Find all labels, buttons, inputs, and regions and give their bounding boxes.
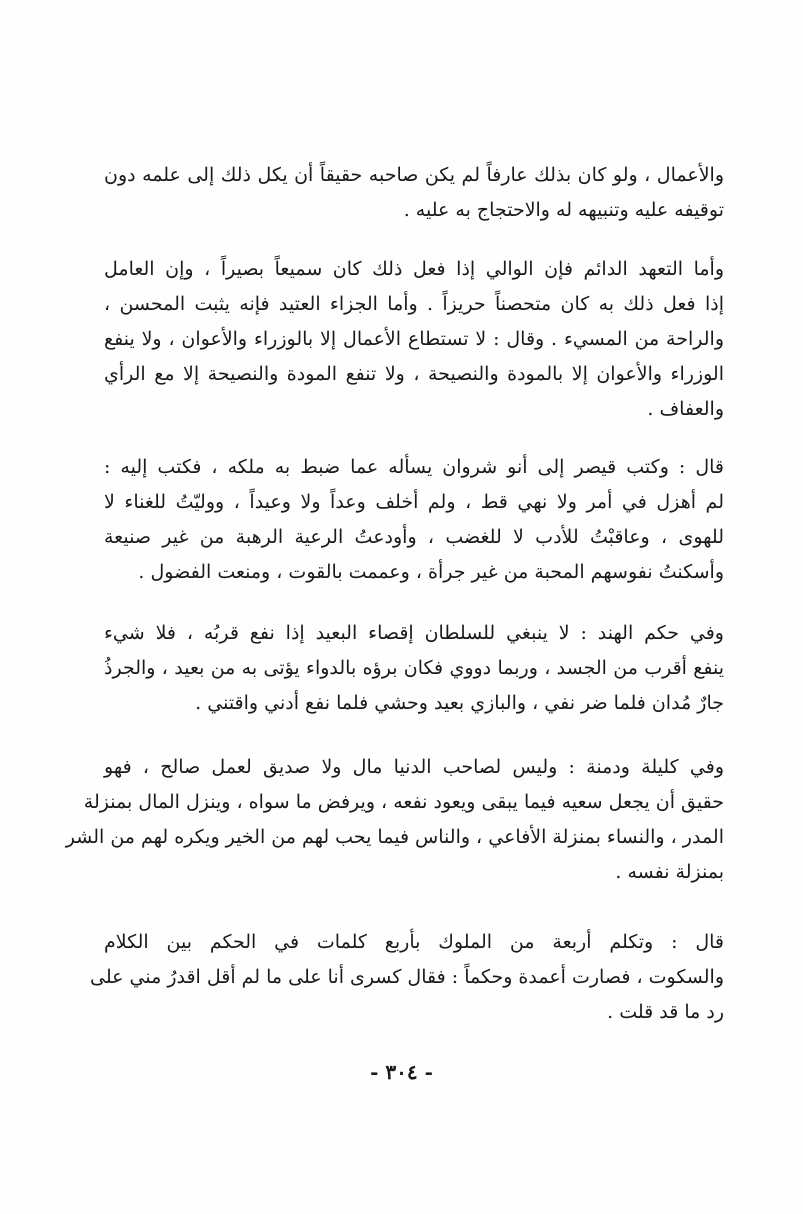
text-line: وفي كليلة ودمنة : وليس لصاحب الدنيا مال ولا صديق لعمل صالح ، فهو — [104, 756, 724, 778]
text-line: المدر ، والنساء بمنزلة الأفاعي ، والناس فيما يحب لهم من الخير ويكره لهم من الشر — [65, 826, 724, 848]
text-line: وأسكنتُ نفوسهم المحبة من غير جرأة ، وعممت بالقوت ، ومنعت الفضول . — [138, 561, 724, 583]
text-line: لم أهزل في أمر ولا نهي قط ، ولم أخلف وعداً ولا وعيداً ، ووليّتُ للغناء لا — [104, 491, 724, 513]
paragraph-2 — [104, 252, 724, 427]
text-line: رد ما قد قلت . — [607, 1001, 724, 1023]
paragraph-3 — [104, 450, 724, 590]
text-line: وفي حكم الهند : لا ينبغي للسلطان إقصاء البعيد إذا نفع قربُه ، فلا شيء — [104, 622, 724, 644]
text-line: والعفاف . — [647, 398, 724, 420]
text-line: قال : وتكلم أربعة من الملوك بأربع كلمات في الحكم بين الكلام — [104, 931, 724, 953]
text-line: للهوى ، وعاقبْتُ للأدب لا للغضب ، وأودعتُ الرعية الرهبة من غير صنيعة — [104, 526, 724, 548]
text-line: جارٌ مُدان فلما ضر نفي ، والبازي بعيد وحشي فلما نفع أدني واقتني . — [195, 692, 724, 714]
text-line: والأعمال ، ولو كان بذلك عارفاً لم يكن صاحبه حقيقاً أن يكل ذلك إلى علمه دون — [104, 164, 724, 186]
text-line: الوزراء والأعوان إلا بالمودة والنصيحة ، ولا تنفع المودة والنصيحة إلا مع الرأي — [104, 363, 724, 385]
paragraph-6 — [90, 925, 724, 1030]
paragraph-5 — [65, 750, 724, 890]
text-line: قال : وكتب قيصر إلى أنو شروان يسأله عما ضبط به ملكه ، فكتب إليه : — [104, 456, 724, 478]
text-line: إذا فعل ذلك به كان متحصناً حريزاً . وأما الجزاء العتيد فإنه يثبت المحسن ، — [104, 293, 724, 315]
text-line: بمنزلة نفسه . — [615, 861, 724, 883]
text-line: حقيق أن يجعل سعيه فيما يبقى ويعود نفعه ، ويرفض ما سواه ، وينزل المال بمنزلة — [83, 791, 724, 813]
text-line: وأما التعهد الدائم فإن الوالي إذا فعل ذلك كان سميعاً بصيراً ، وإن العامل — [104, 258, 724, 280]
text-line: ينفع أقرب من الجسد ، وربما دووي فكان برؤه بالدواء يؤتى به من بعيد ، والجرذُ — [104, 657, 724, 679]
page-number: - ٣٠٤ - — [370, 1060, 433, 1084]
paragraph-1 — [104, 158, 724, 228]
text-line: والسكوت ، فصارت أعمدة وحكماً : فقال كسرى أنا على ما لم أقل اقدرُ مني على — [90, 966, 724, 988]
text-line: والراحة من المسيء . وقال : لا تستطاع الأعمال إلا بالوزراء والأعوان ، ولا ينفع — [104, 328, 724, 350]
text-line: توقيفه عليه وتنبيهه له والاحتجاج به عليه . — [403, 199, 724, 221]
paragraph-4 — [104, 616, 724, 721]
